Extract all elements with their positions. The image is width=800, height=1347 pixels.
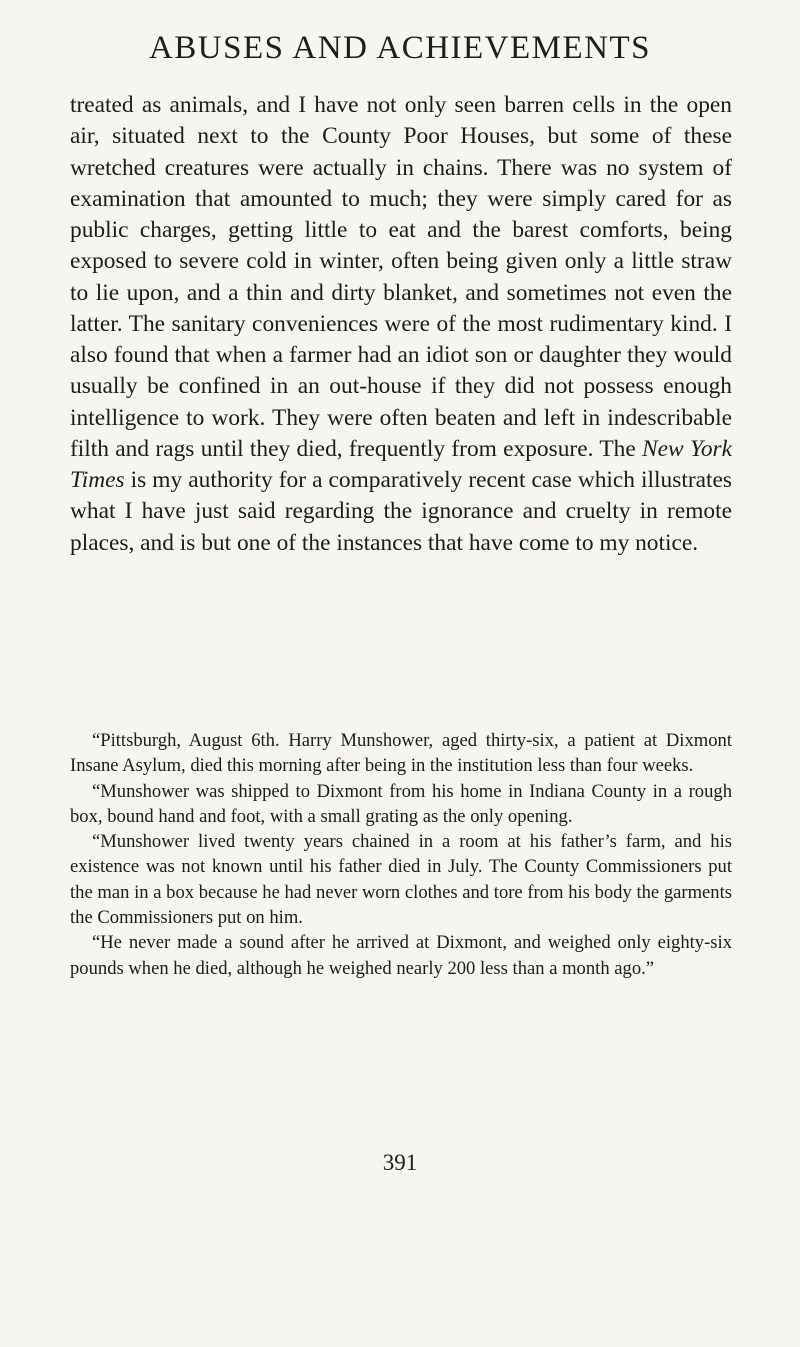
quote-paragraph-2: “Munshower was shipped to Dixmont from his home in Indiana County in a rough box, bound hand and foot, with a small grating as the only opening. bbox=[70, 780, 732, 827]
quote-paragraph-1: “Pittsburgh, August 6th. Harry Munshower, aged thirty-six, a patient at Dixmont Insane Asylum, died this morning after being in the institution less than four weeks. bbox=[70, 730, 732, 777]
quote-paragraph-4: “He never made a sound after he arrived at Dixmont, and weighed only eighty-six pounds when he died, although he weighed nearly 200 less than a month ago.” bbox=[70, 932, 732, 979]
newspaper-quotation bbox=[70, 728, 732, 981]
newspaper-title: New York Times bbox=[70, 435, 732, 493]
main-text-part-2: is my authority for a comparatively recent case which illustrates what I have just said regarding the ignorance and cruelty in remote places, and is but one of the instances that have come to my notice. bbox=[70, 467, 732, 556]
main-paragraph-text bbox=[70, 90, 732, 559]
page-number: 391 bbox=[382, 1150, 418, 1175]
main-paragraph bbox=[70, 90, 732, 559]
running-head: ABUSES AND ACHIEVEMENTS bbox=[148, 30, 652, 66]
quote-paragraph-3: “Munshower lived twenty years chained in a room at his father’s farm, and his existence was not known until his father died in July. The County Commissioners put the man in a box because he had never worn clothes and tore from his body the garments the Commissioners put on him. bbox=[70, 831, 732, 929]
main-text-part-1: treated as animals, and I have not only seen barren cells in the open air, situated next to the County Poor Houses, but some of these wretched creatures were actually in chains. There was no system of examination that amounted to much; they were simply cared for as public charges, getting little to eat and the barest comforts, being exposed to severe cold in winter, often being given only a little straw to lie upon, and a thin and dirty blanket, and sometimes not even the latter. The sanitary conveniences were of the most rudimentary kind. I also found that when a farmer had an idiot son or daughter they would usually be confined in an out-house if they did not possess enough intelligence to work. They were often beaten and left in indescribable filth and rags until they died, frequently from exposure. The bbox=[70, 92, 732, 462]
